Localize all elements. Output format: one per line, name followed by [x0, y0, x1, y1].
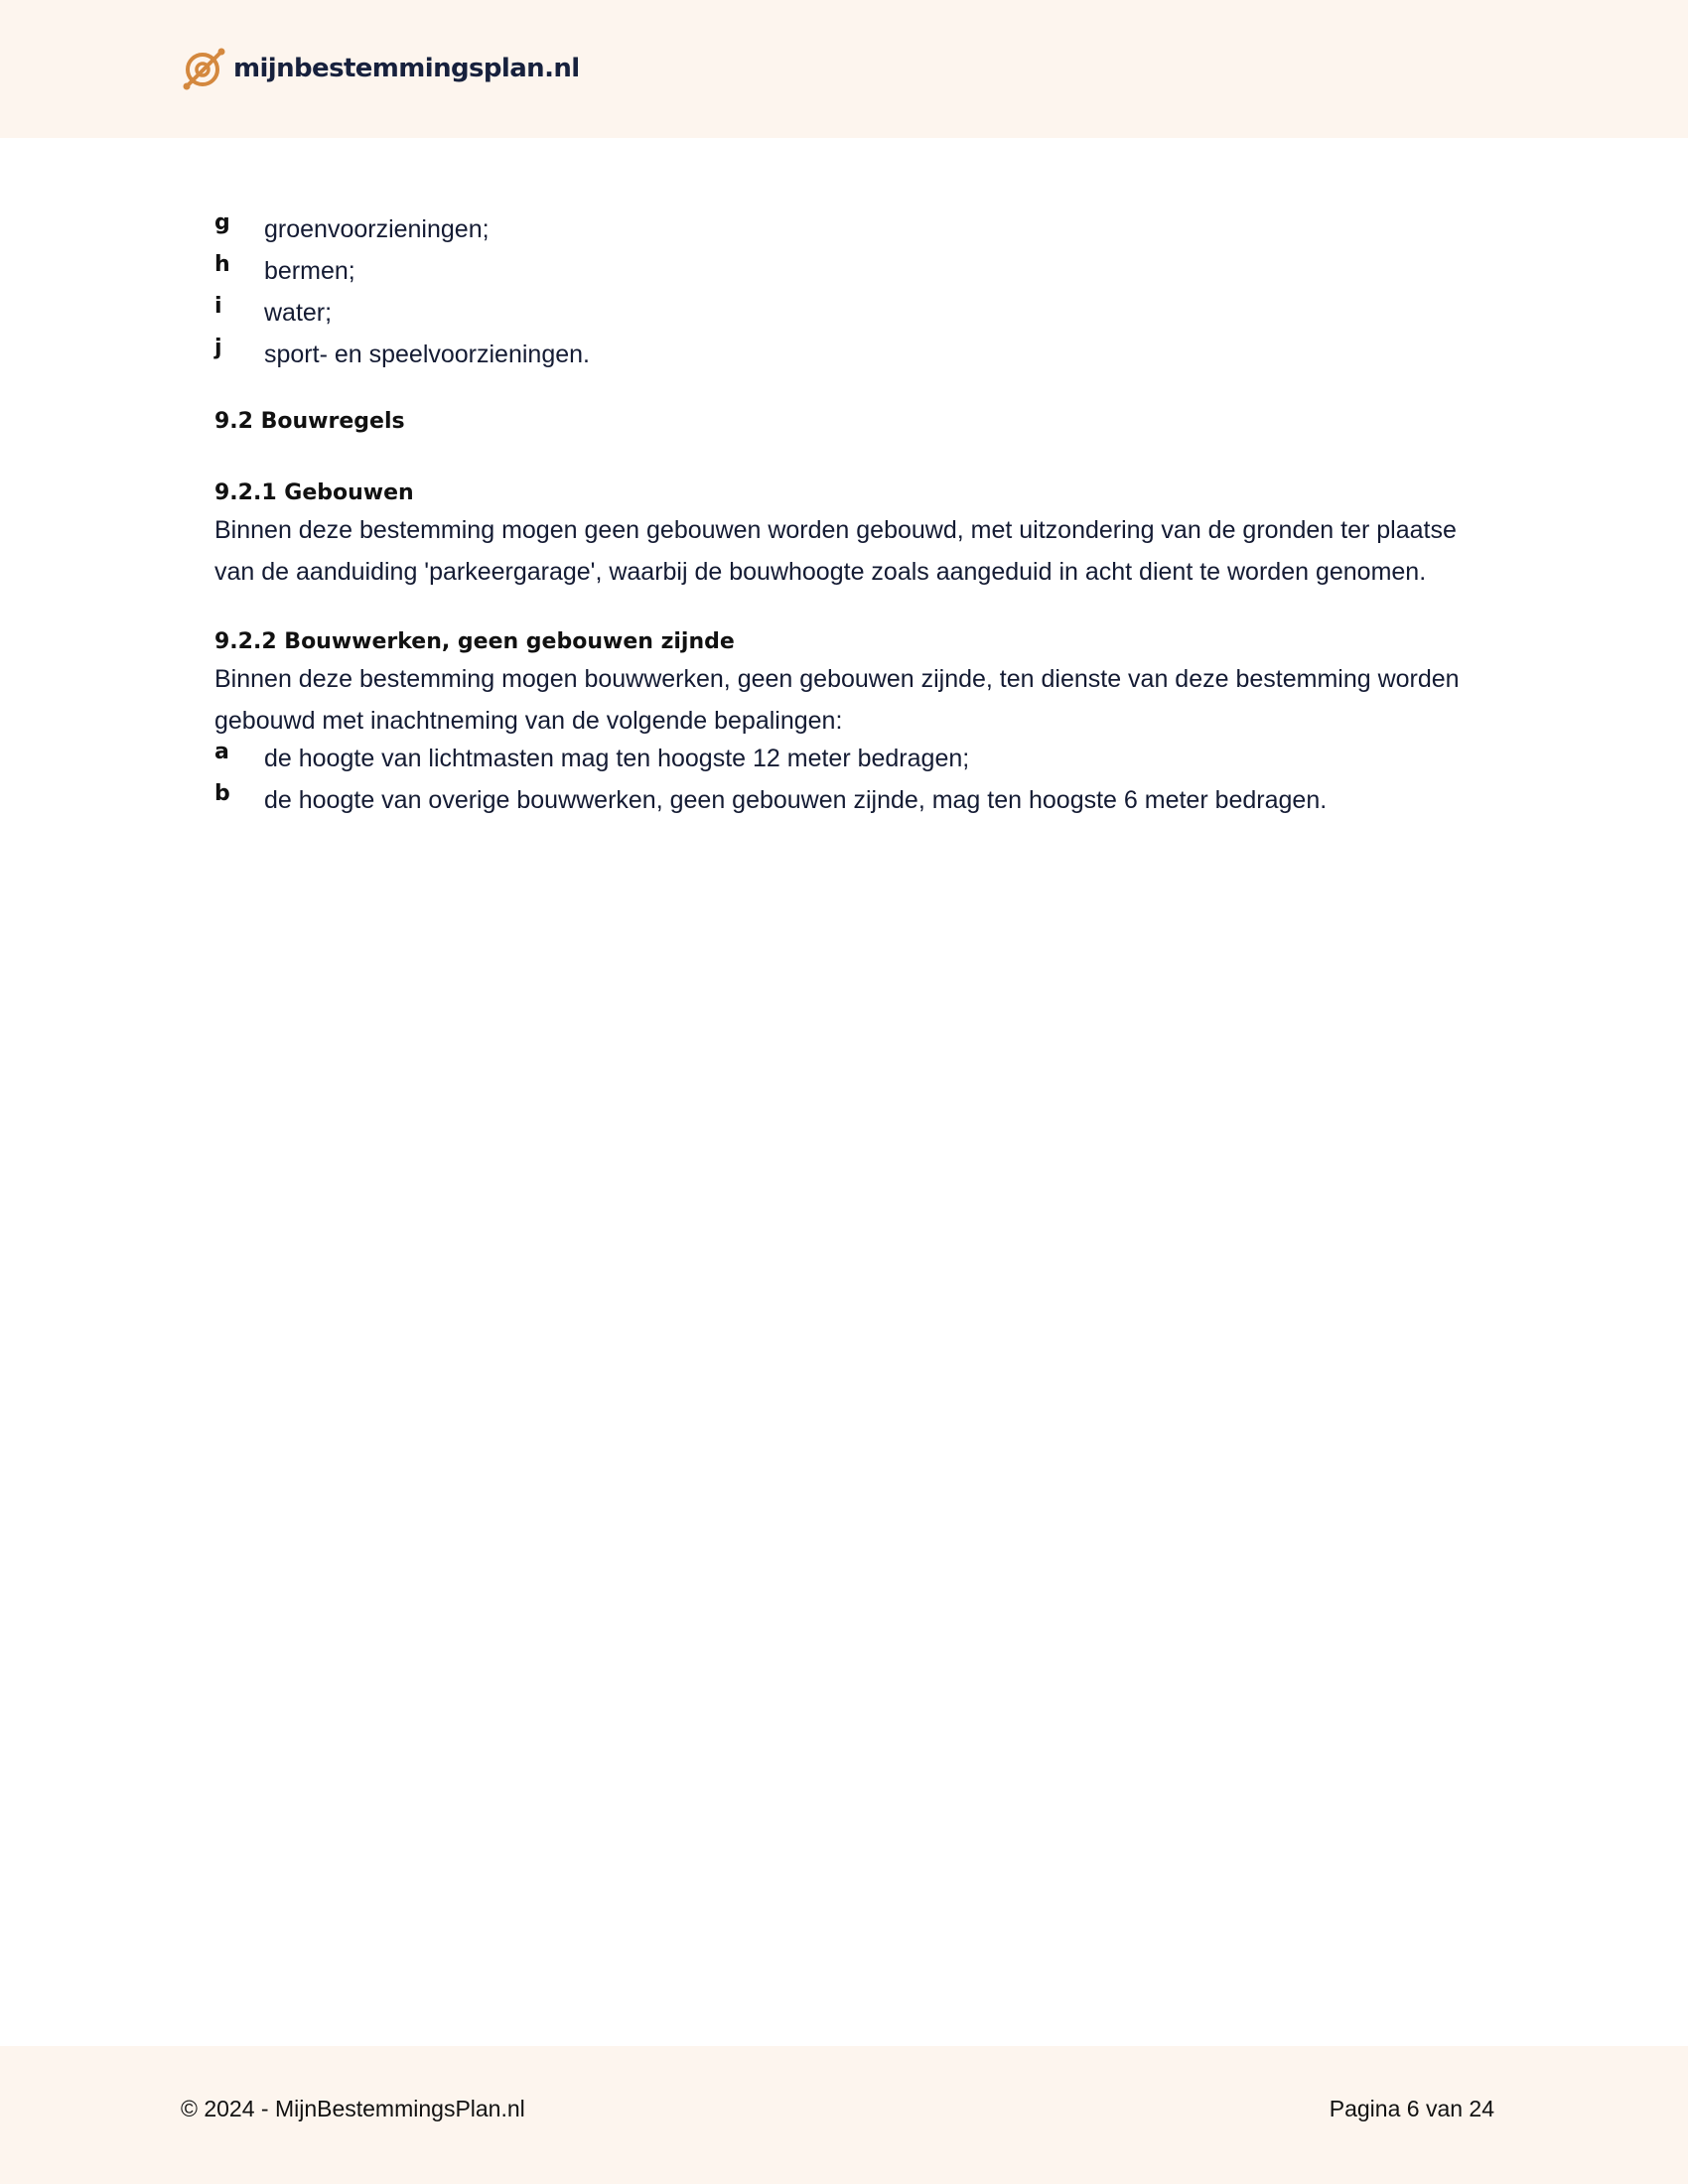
- list-item: [214, 212, 1495, 254]
- list-text: de hoogte van overige bouwwerken, geen gebouwen zijnde, mag ten hoogste 6 meter bedragen.: [264, 786, 1328, 814]
- list-item: [214, 338, 1495, 379]
- page-footer: [0, 2046, 1688, 2184]
- logo-text: mijnbestemmingsplan.nl: [233, 54, 580, 83]
- list-item: [214, 296, 1495, 338]
- list-text: bermen;: [264, 257, 355, 285]
- list-bouwwerken: [214, 742, 1495, 825]
- paragraph: Binnen deze bestemming mogen geen gebouwen worden gebouwd, met uitzondering van de gronden ter plaatse van de aanduiding 'parkeergarage', waarbij de bouwhoogte zoals aangeduid in acht dient te worden genomen.: [214, 516, 1457, 586]
- list-top: [214, 212, 1495, 379]
- list-item: [214, 254, 1495, 296]
- site-logo[interactable]: [181, 45, 580, 92]
- list-text: de hoogte van lichtmasten mag ten hoogste 12 meter bedragen;: [264, 745, 970, 772]
- list-text: groenvoorzieningen;: [264, 215, 490, 243]
- subsection-heading: 9.2.1 Gebouwen: [214, 480, 414, 505]
- document-body: [214, 212, 1495, 825]
- section-heading: 9.2 Bouwregels: [214, 409, 405, 434]
- list-marker: g: [214, 210, 230, 235]
- list-item: [214, 783, 1495, 825]
- map-marker-compass-icon: [181, 45, 228, 92]
- list-marker: a: [214, 740, 229, 764]
- list-text: sport- en speelvoorzieningen.: [264, 341, 590, 368]
- subsection-heading: 9.2.2 Bouwwerken, geen gebouwen zijnde: [214, 629, 735, 654]
- copyright-text: © 2024 - MijnBestemmingsPlan.nl: [181, 2096, 525, 2121]
- list-marker: h: [214, 252, 230, 277]
- list-item: [214, 742, 1495, 783]
- list-marker: b: [214, 781, 230, 806]
- list-marker: i: [214, 294, 222, 319]
- list-text: water;: [264, 299, 333, 327]
- list-marker: j: [214, 336, 222, 360]
- page-number: Pagina 6 van 24: [1329, 2096, 1494, 2121]
- paragraph: Binnen deze bestemming mogen bouwwerken, geen gebouwen zijnde, ten dienste van deze bestemming worden gebouwd met inachtneming van de volgende bepalingen:: [214, 665, 1460, 735]
- page-header: [0, 0, 1688, 138]
